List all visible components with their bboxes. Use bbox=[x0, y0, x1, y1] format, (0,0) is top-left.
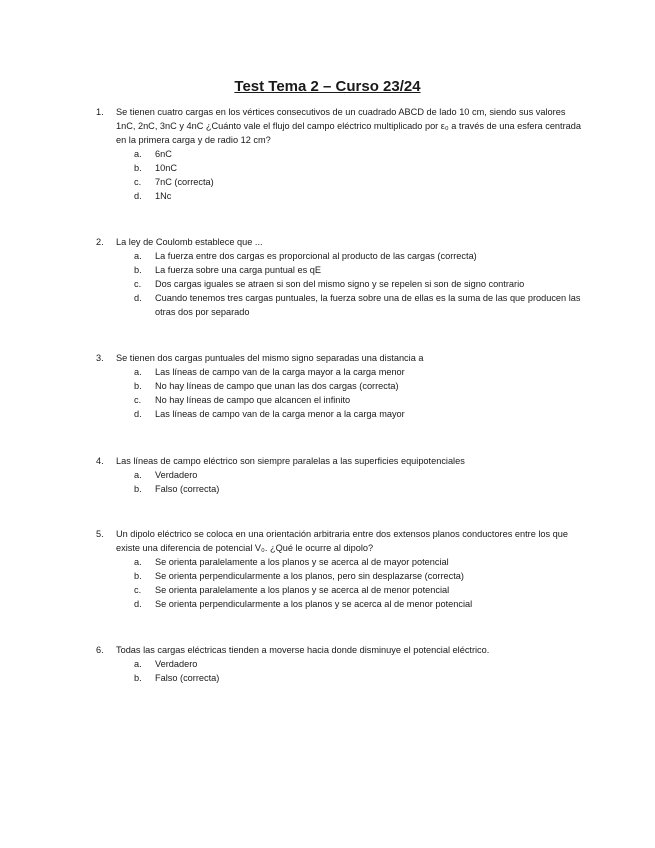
question-text: Todas las cargas eléctricas tienden a moverse hacia donde disminuye el potencial eléctrico. bbox=[116, 645, 490, 655]
option-text: 10nC bbox=[155, 163, 177, 173]
question-number: 1. bbox=[96, 107, 104, 117]
question-text: Las líneas de campo eléctrico son siempre paralelas a las superficies equipotenciales bbox=[116, 456, 465, 466]
question-number: 6. bbox=[96, 645, 104, 655]
option-letter: d. bbox=[134, 409, 142, 419]
answer-option bbox=[134, 365, 586, 379]
answer-option bbox=[134, 657, 586, 671]
option-letter: b. bbox=[134, 571, 142, 581]
answer-option bbox=[134, 482, 586, 496]
option-text: Verdadero bbox=[155, 470, 198, 480]
option-text: Falso (correcta) bbox=[155, 673, 220, 683]
option-letter: b. bbox=[134, 381, 142, 391]
answer-option bbox=[134, 468, 586, 482]
option-letter: a. bbox=[134, 367, 142, 377]
option-letter: c. bbox=[134, 177, 142, 187]
option-letter: c. bbox=[134, 395, 142, 405]
answer-option bbox=[134, 175, 586, 189]
option-text: 6nC bbox=[155, 149, 172, 159]
answer-options bbox=[134, 147, 586, 203]
option-letter: d. bbox=[134, 599, 142, 609]
answer-option bbox=[134, 147, 586, 161]
question-3 bbox=[96, 351, 586, 421]
option-letter: d. bbox=[134, 191, 142, 201]
option-text: Falso (correcta) bbox=[155, 484, 220, 494]
question-text: Un dipolo eléctrico se coloca en una orientación arbitraria entre dos extensos planos conductores entre los que existe una diferencia de potencial V₀. ¿Qué le ocurre al dipolo? bbox=[116, 529, 568, 553]
option-text: Las líneas de campo van de la carga menor a la carga mayor bbox=[155, 409, 405, 419]
question-number: 4. bbox=[96, 456, 104, 466]
question-1 bbox=[96, 105, 586, 203]
answer-option bbox=[134, 569, 586, 583]
answer-option bbox=[134, 161, 586, 175]
option-text: La fuerza entre dos cargas es proporcional al producto de las cargas (correcta) bbox=[155, 251, 477, 261]
answer-option bbox=[134, 249, 586, 263]
answer-option bbox=[134, 583, 586, 597]
answer-options bbox=[134, 657, 586, 685]
option-text: Se orienta perpendicularmente a los planos, pero sin desplazarse (correcta) bbox=[155, 571, 464, 581]
answer-options bbox=[134, 365, 586, 421]
page-title: Test Tema 2 – Curso 23/24 bbox=[234, 78, 421, 95]
option-text: Dos cargas iguales se atraen si son del mismo signo y se repelen si son de signo contrario bbox=[155, 279, 525, 289]
option-text: Se orienta perpendicularmente a los planos y se acerca al de menor potencial bbox=[155, 599, 473, 609]
option-text: 7nC (correcta) bbox=[155, 177, 214, 187]
question-6 bbox=[96, 643, 586, 685]
option-text: No hay líneas de campo que unan las dos cargas (correcta) bbox=[155, 381, 399, 391]
question-number: 2. bbox=[96, 237, 104, 247]
option-letter: a. bbox=[134, 470, 142, 480]
answer-option bbox=[134, 379, 586, 393]
option-letter: b. bbox=[134, 673, 142, 683]
answer-option bbox=[134, 189, 586, 203]
option-text: No hay líneas de campo que alcancen el infinito bbox=[155, 395, 351, 405]
option-letter: a. bbox=[134, 557, 142, 567]
option-letter: c. bbox=[134, 279, 142, 289]
option-letter: b. bbox=[134, 265, 142, 275]
option-text: 1Nc bbox=[155, 191, 172, 201]
option-text: Cuando tenemos tres cargas puntuales, la fuerza sobre una de ellas es la suma de las que producen las otras dos por separado bbox=[155, 293, 581, 317]
answer-option bbox=[134, 555, 586, 569]
answer-options bbox=[134, 249, 586, 319]
answer-option bbox=[134, 291, 586, 319]
answer-option bbox=[134, 263, 586, 277]
answer-option bbox=[134, 597, 586, 611]
option-text: Se orienta paralelamente a los planos y se acerca al de menor potencial bbox=[155, 585, 450, 595]
option-text: La fuerza sobre una carga puntual es qE bbox=[155, 265, 321, 275]
option-letter: c. bbox=[134, 585, 142, 595]
option-text: Se orienta paralelamente a los planos y se acerca al de mayor potencial bbox=[155, 557, 449, 567]
option-letter: b. bbox=[134, 163, 142, 173]
answer-option bbox=[134, 671, 586, 685]
question-number: 5. bbox=[96, 529, 104, 539]
question-2 bbox=[96, 235, 586, 319]
option-letter: a. bbox=[134, 251, 142, 261]
question-text: Se tienen dos cargas puntuales del mismo signo separadas una distancia a bbox=[116, 353, 424, 363]
option-letter: a. bbox=[134, 659, 142, 669]
question-text: La ley de Coulomb establece que ... bbox=[116, 237, 263, 247]
option-text: Verdadero bbox=[155, 659, 198, 669]
answer-option bbox=[134, 407, 586, 421]
option-text: Las líneas de campo van de la carga mayor a la carga menor bbox=[155, 367, 405, 377]
answer-option bbox=[134, 277, 586, 291]
answer-option bbox=[134, 393, 586, 407]
answer-options bbox=[134, 555, 586, 611]
option-letter: b. bbox=[134, 484, 142, 494]
question-number: 3. bbox=[96, 353, 104, 363]
question-text: Se tienen cuatro cargas en los vértices consecutivos de un cuadrado ABCD de lado 10 cm, siendo sus valores 1nC, 2nC, 3nC y 4nC ¿Cuánto vale el flujo del campo eléctrico multiplicado por ε₀ a través de una esfera centrada en la primera carga y de radio 12 cm? bbox=[116, 107, 581, 145]
question-5 bbox=[96, 527, 586, 611]
option-letter: a. bbox=[134, 149, 142, 159]
question-4 bbox=[96, 454, 586, 496]
answer-options bbox=[134, 468, 586, 496]
option-letter: d. bbox=[134, 293, 142, 303]
